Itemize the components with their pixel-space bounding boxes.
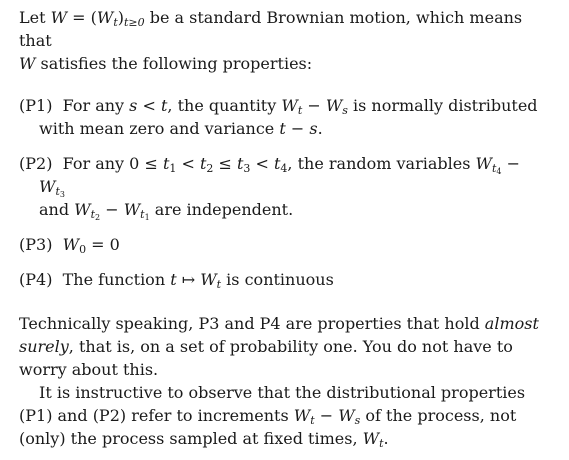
paragraph-almost-surely	[19, 312, 550, 381]
p2-sub-w2-idx: 3	[59, 190, 65, 199]
para2-sub-t: t	[310, 414, 315, 427]
p1-math-t: t	[160, 96, 168, 115]
math-close-paren: )	[117, 8, 125, 27]
intro-text-3: satisfies the following properties:	[35, 54, 313, 73]
para2-period: .	[383, 429, 389, 448]
math-eq: = (	[67, 8, 97, 27]
p2-sub-w4-idx: 1	[144, 213, 150, 222]
property-label-p4: (P4)	[19, 270, 53, 289]
p2-math-t4: t	[273, 154, 281, 173]
p2-sub-w1-t: t	[491, 162, 497, 175]
p2-sub-w2-t: t	[55, 185, 60, 198]
para2-math-W1: W	[293, 406, 311, 425]
p3-math-eq: = 0	[86, 235, 120, 254]
p1-period: .	[317, 119, 323, 138]
p2-text-d: are independent.	[149, 200, 294, 219]
p4-sub-t: t	[216, 278, 222, 291]
p1-sub-s: s	[342, 104, 348, 117]
p3-math-W: W	[62, 235, 80, 254]
p2-math-lt-1: <	[176, 154, 200, 173]
p1-text-c: is normally distributed with mean zero and variance	[39, 96, 538, 138]
p2-math-t3: t	[236, 154, 244, 173]
p2-math-t1: t	[162, 154, 170, 173]
p2-sub-w3-t: t	[90, 208, 96, 221]
para2-text-b: of the process, not (only) the process sampled at fixed times,	[19, 406, 517, 448]
para1-text-b: , that is, on a set of probability one. You do not have to worry about this.	[19, 337, 513, 379]
p2-sub-3: 3	[243, 162, 251, 175]
p2-math-minus: −	[501, 154, 520, 173]
p1-math-s: s	[129, 96, 138, 115]
p2-math-W2: W	[39, 177, 56, 196]
p1-math-minus: −	[302, 96, 326, 115]
p2-sub-2: 2	[206, 162, 214, 175]
math-sub-t: t	[113, 16, 118, 29]
document-page	[19, 6, 550, 450]
math-index-set: t≥0	[124, 16, 145, 29]
math-Wt: W	[96, 8, 114, 27]
intro-paragraph	[19, 6, 550, 75]
p2-text-a: For any 0 ≤	[62, 154, 163, 173]
para2-math-minus: −	[314, 406, 339, 425]
property-p1	[19, 94, 550, 140]
p1-math-Ws: W	[325, 96, 343, 115]
p1-sub-t: t	[297, 104, 303, 117]
para2-math-W2: W	[338, 406, 355, 425]
property-label-p2: (P2)	[19, 154, 53, 173]
p1-math-t2: t	[279, 119, 286, 138]
intro-text-2: be a standard Brownian motion, which means that	[19, 8, 523, 50]
p1-text-b: , the quantity	[167, 96, 282, 115]
p4-math-W: W	[200, 270, 217, 289]
p2-math-le: ≤	[213, 154, 237, 173]
property-label-p3: (P3)	[19, 235, 53, 254]
p2-text-c: and	[39, 200, 75, 219]
p1-math-lt: <	[137, 96, 161, 115]
p3-sub-0: 0	[79, 243, 87, 256]
p1-math-minus-2: −	[285, 119, 310, 138]
math-W: W	[50, 8, 68, 27]
p1-math-Wt: W	[281, 96, 298, 115]
math-W-2: W	[19, 54, 36, 73]
p2-sub-w3-idx: 2	[95, 213, 101, 222]
p1-text-a: For any	[62, 96, 130, 115]
p2-sub-1: 1	[169, 162, 177, 175]
p4-math-t: t	[170, 270, 177, 289]
para2-math-W3: W	[362, 429, 380, 448]
p4-math-mapsto: ↦	[176, 270, 201, 289]
p2-math-W3: W	[74, 200, 91, 219]
p2-math-W4: W	[123, 200, 141, 219]
para2-sub-s: s	[354, 414, 361, 427]
property-p3	[19, 233, 550, 256]
para2-sub-t2: t	[379, 437, 384, 450]
p4-text-a: The function	[62, 270, 171, 289]
p2-sub-w4-t: t	[140, 208, 145, 221]
property-label-p1: (P1)	[19, 96, 53, 115]
p1-math-s2: s	[309, 119, 318, 138]
p2-text-b: , the random variables	[287, 154, 476, 173]
p2-math-lt-2: <	[250, 154, 274, 173]
property-p4	[19, 268, 550, 291]
para2-text-a: It is instructive to observe that the distributional properties (P1) and (P2) refer to increments	[19, 383, 526, 425]
p4-text-b: is continuous	[221, 270, 334, 289]
para1-text-a: Technically speaking, P3 and P4 are properties that hold	[19, 314, 485, 333]
paragraph-increments	[19, 381, 550, 450]
p2-math-minus-2: −	[100, 200, 124, 219]
property-p2	[19, 152, 550, 221]
p2-math-W1: W	[475, 154, 492, 173]
intro-text-1: Let	[19, 8, 51, 27]
p2-sub-w1-idx: 4	[496, 167, 502, 176]
p2-math-t2: t	[199, 154, 207, 173]
para1-emphasis: almost surely	[19, 314, 539, 356]
p2-sub-4: 4	[280, 162, 288, 175]
